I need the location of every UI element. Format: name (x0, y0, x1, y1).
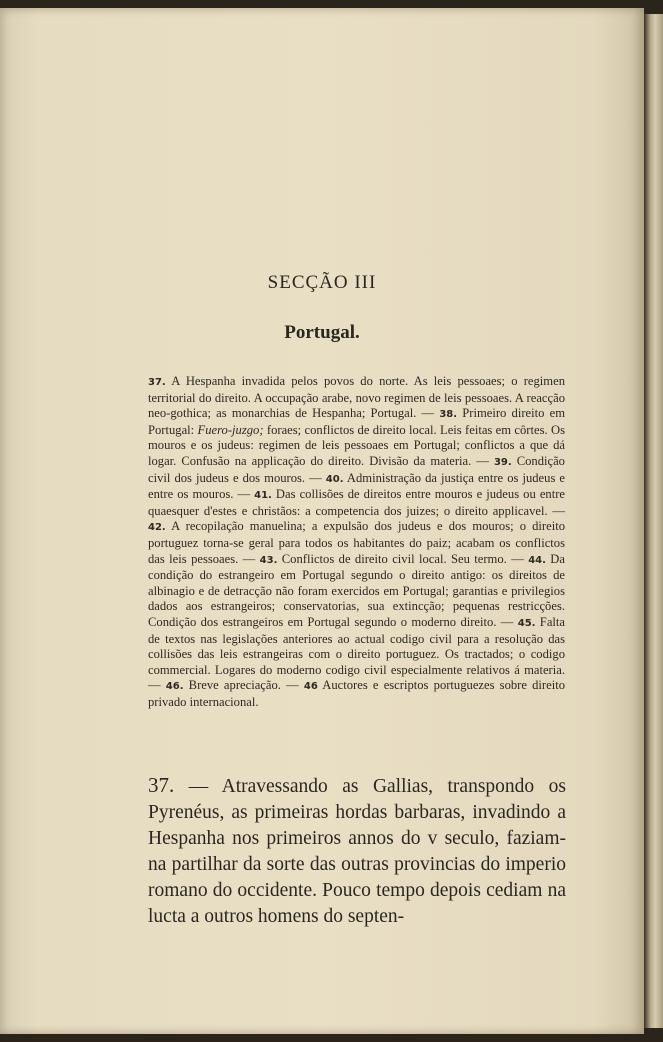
summary-text: foraes; conflictos de direito local. Leis feitas em côrtes. Os mouros e os judeus: regimen de leis pessoaes em Portugal; conflictos a que dá logar. Confusão na applicação do direito. Divisão da materia. — (148, 422, 565, 468)
summary-text: Auctores e escriptos portuguezes sobre direito privado internacional. (148, 678, 566, 709)
summary-text: A Hespanha invadida pelos povos do norte. As leis pessoaes; o regimen territorial do direito. A occupação arabe, novo regimen de leis pessoaes. A reacção neo-gothica; as monarchias de Hespanha; Portugal. — (148, 374, 565, 421)
summary-item-number: 41. (254, 490, 272, 502)
summary-item-number: 44. (528, 554, 546, 566)
summary-item-number: 46 (303, 681, 318, 693)
summary-item-number: 45. (517, 617, 536, 629)
summary-text: Administração da justiça entre os judeus e entre os mouros. — (148, 470, 565, 502)
summary-item-number: 37. (148, 377, 166, 388)
paragraph-number: 37. (148, 773, 175, 797)
summary-text: Breve apreciação. — (183, 678, 304, 693)
section-heading: SECÇÃO III (267, 272, 377, 293)
body-paragraph (148, 772, 566, 930)
summary-item-number: 43. (259, 554, 278, 566)
summary-item-number: 46. (165, 681, 184, 693)
summary-text: Falta de textos nas legislações anteriores ao actual codigo civil para a resolução das collisões das leis estrangeiras com o direito portuguez. Os tractados; o codigo commercial. Logares do moderno codigo civil especialmente relativos á materia. — (148, 614, 565, 693)
summary-item-number: 38. (439, 409, 458, 421)
summary-text: Primeiro direito em Portugal: (148, 406, 565, 437)
summary-text: Das collisões de direitos entre mouros e judeus ou entre quaesquer d'estes e christãos: a competencia dos juizes; o direito applicavel. — (148, 487, 565, 518)
summary-item-number: 42. (148, 522, 166, 534)
summary-text: Condição civil dos judeus e dos mouros. — (148, 453, 565, 485)
paragraph-text: — Atravessando as Gallias, transpondo os Pyrenéus, as primeiras hordas barbaras, invadindo a Hespanha nos primeiros annos do v seculo, faziam-na partilhar da sorte das outras provincias do imperio romano do occidente. Pouco tempo depois cediam na lucta a outros homens do septen- (148, 776, 566, 927)
summary-item-number: 40. (325, 473, 344, 485)
summary-item-number: 39. (493, 456, 512, 468)
summary-text: Da condição do estrangeiro em Portugal segundo o direito antigo: os direitos de albinagio e de detracção não foram exercidos em Portugal; garantias e privilegios dados aos estrangeiros; conservatorias, sua extincção; pequenas restricções. Condição dos estrangeiros em Portugal segundo o moderno direito. — (148, 551, 565, 629)
summary-italic-text: Fuero-juzgo; (197, 422, 264, 437)
summary-text: A recopilação manuelina; a expulsão dos judeus e dos mouros; o direito portuguez torna-se geral para todos os habitantes do paiz; acabam os conflictos das leis pessoaes. — (148, 519, 565, 566)
section-subheading: Portugal. (284, 322, 360, 343)
page-edge (644, 14, 663, 1028)
summary-text: Conflictos de direito civil local. Seu termo. — (277, 551, 529, 566)
section-summary (148, 374, 565, 710)
